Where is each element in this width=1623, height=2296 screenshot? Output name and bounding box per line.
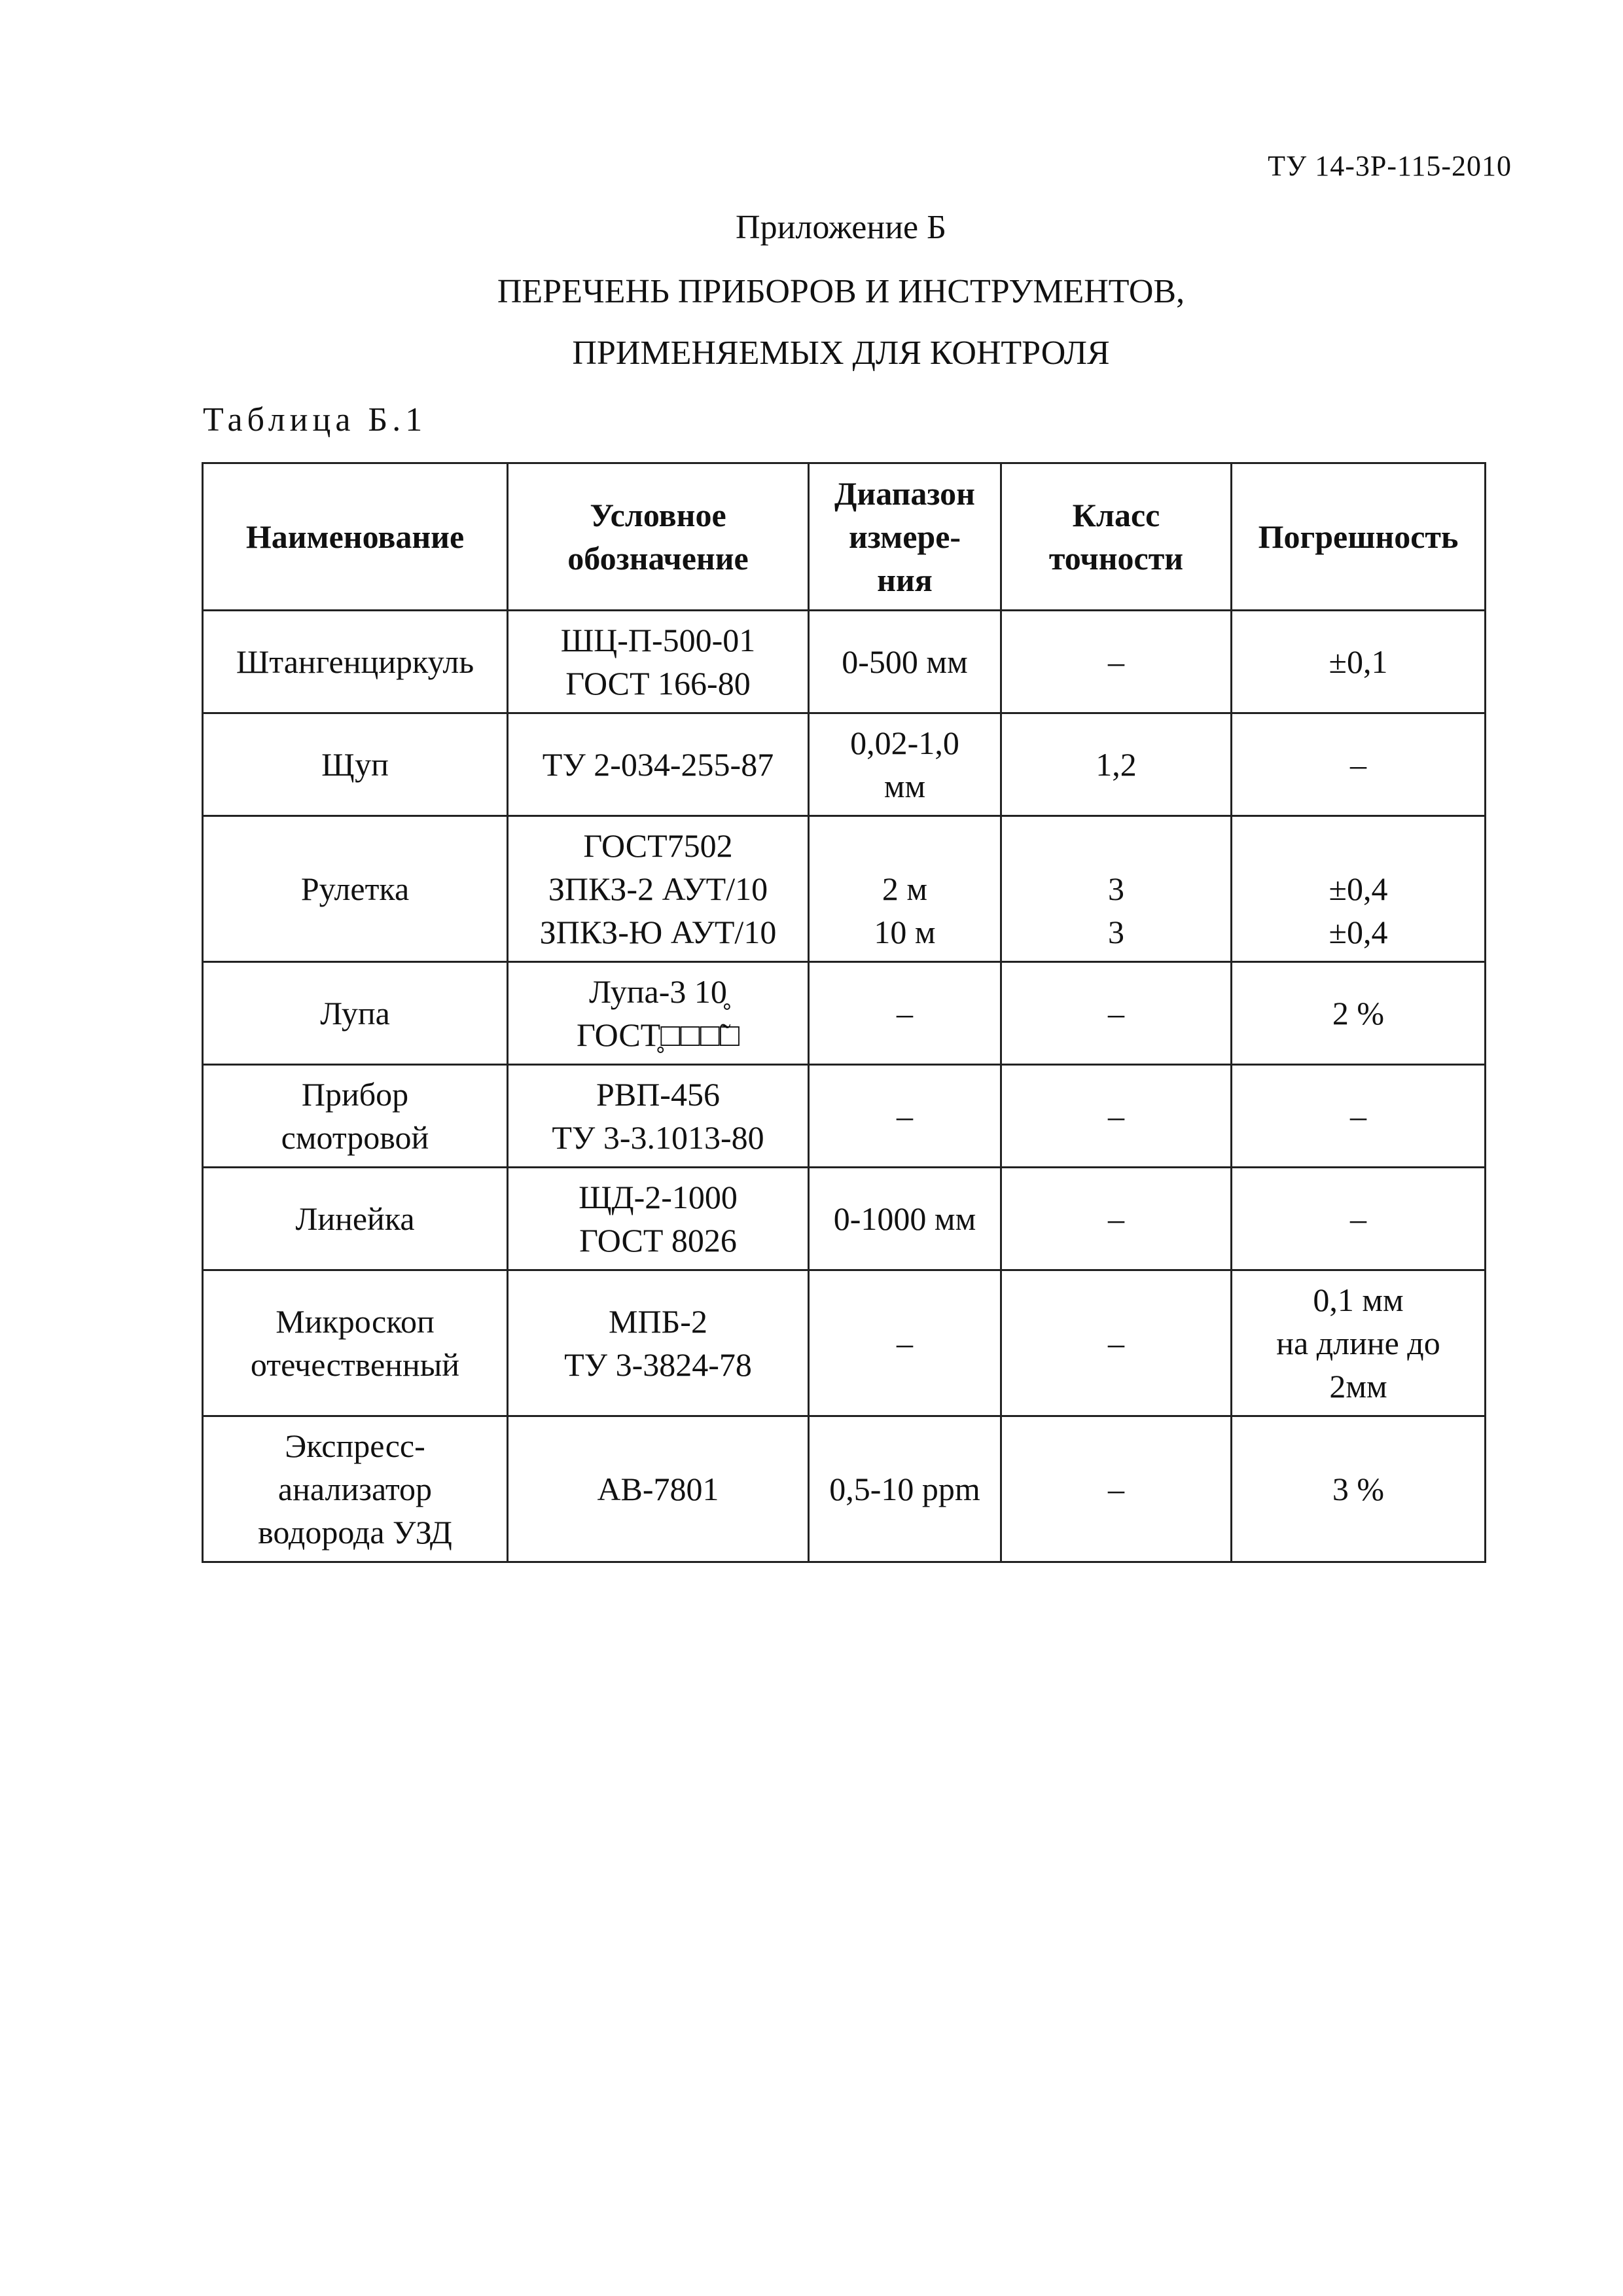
cell-designation: ЩД-2-1000 ГОСТ 8026 [508,1168,809,1270]
cell-accuracy-class: 1,2 [1001,713,1232,816]
table-row [203,1416,1486,1562]
cell-name: Микроскоп отечественный [203,1270,508,1416]
cell-accuracy-class: – [1001,1065,1232,1168]
cell-designation: РВП-456 ТУ 3-3.1013-80 [508,1065,809,1168]
table-header-row [203,463,1486,611]
cell-designation: ГОСТ7502 ЗПКЗ-2 АУТ/10 ЗПКЗ-Ю АУТ/10 [508,816,809,962]
table-row [203,611,1486,713]
cell-range: 0-1000 мм [809,1168,1001,1270]
cell-name: Рулетка [203,816,508,962]
cell-range: 0,5-10 ppm [809,1416,1001,1562]
table-row [203,713,1486,816]
page-title-line-1: ПЕРЕЧЕНЬ ПРИБОРОВ И ИНСТРУМЕНТОВ, [497,273,1185,310]
cell-error: – [1232,1065,1486,1168]
cell-error: 3 % [1232,1416,1486,1562]
cell-name: Щуп [203,713,508,816]
column-header-error: Погрешность [1232,463,1486,611]
appendix-label: Приложение Б [736,209,946,246]
cell-designation: ШЦ-П-500-01 ГОСТ 166-80 [508,611,809,713]
document-code: ТУ 14-3Р-115-2010 [1268,150,1512,182]
cell-error: ±0,1 [1232,611,1486,713]
column-header-range: Диапазон измере- ния [809,463,1001,611]
cell-name: Лупа [203,962,508,1065]
table-row [203,1168,1486,1270]
cell-range: – [809,1065,1001,1168]
cell-name: Экспресс- анализатор водорода УЗД [203,1416,508,1562]
cell-error: 0,1 мм на длине до 2мм [1232,1270,1486,1416]
cell-name: Штангенциркуль [203,611,508,713]
cell-accuracy-class: – [1001,611,1232,713]
column-header-name: Наименование [203,463,508,611]
cell-accuracy-class: – [1001,1416,1232,1562]
column-header-accuracy-class: Класс точности [1001,463,1232,611]
cell-name: Прибор смотровой [203,1065,508,1168]
table-row [203,1270,1486,1416]
cell-designation: Лупа-3 10̥ ГОСТ̥□□□̃□ [508,962,809,1065]
cell-error: 2 % [1232,962,1486,1065]
table-row [203,962,1486,1065]
cell-designation: АВ-7801 [508,1416,809,1562]
table-caption: Таблица Б.1 [203,401,427,439]
cell-range: 0,02-1,0 мм [809,713,1001,816]
column-header-designation: Условное обозначение [508,463,809,611]
cell-range: 2 м 10 м [809,816,1001,962]
cell-accuracy-class: 3 3 [1001,816,1232,962]
cell-range: – [809,962,1001,1065]
cell-name: Линейка [203,1168,508,1270]
cell-error: ±0,4 ±0,4 [1232,816,1486,962]
cell-designation: ТУ 2-034-255-87 [508,713,809,816]
cell-range: 0-500 мм [809,611,1001,713]
cell-range: – [809,1270,1001,1416]
cell-error: – [1232,1168,1486,1270]
table-row [203,816,1486,962]
cell-accuracy-class: – [1001,962,1232,1065]
cell-error: – [1232,713,1486,816]
cell-designation: МПБ-2 ТУ 3-3824-78 [508,1270,809,1416]
cell-accuracy-class: – [1001,1168,1232,1270]
instruments-table [202,462,1486,1563]
table-row [203,1065,1486,1168]
cell-accuracy-class: – [1001,1270,1232,1416]
page-title-line-2: ПРИМЕНЯЕМЫХ ДЛЯ КОНТРОЛЯ [572,334,1110,372]
